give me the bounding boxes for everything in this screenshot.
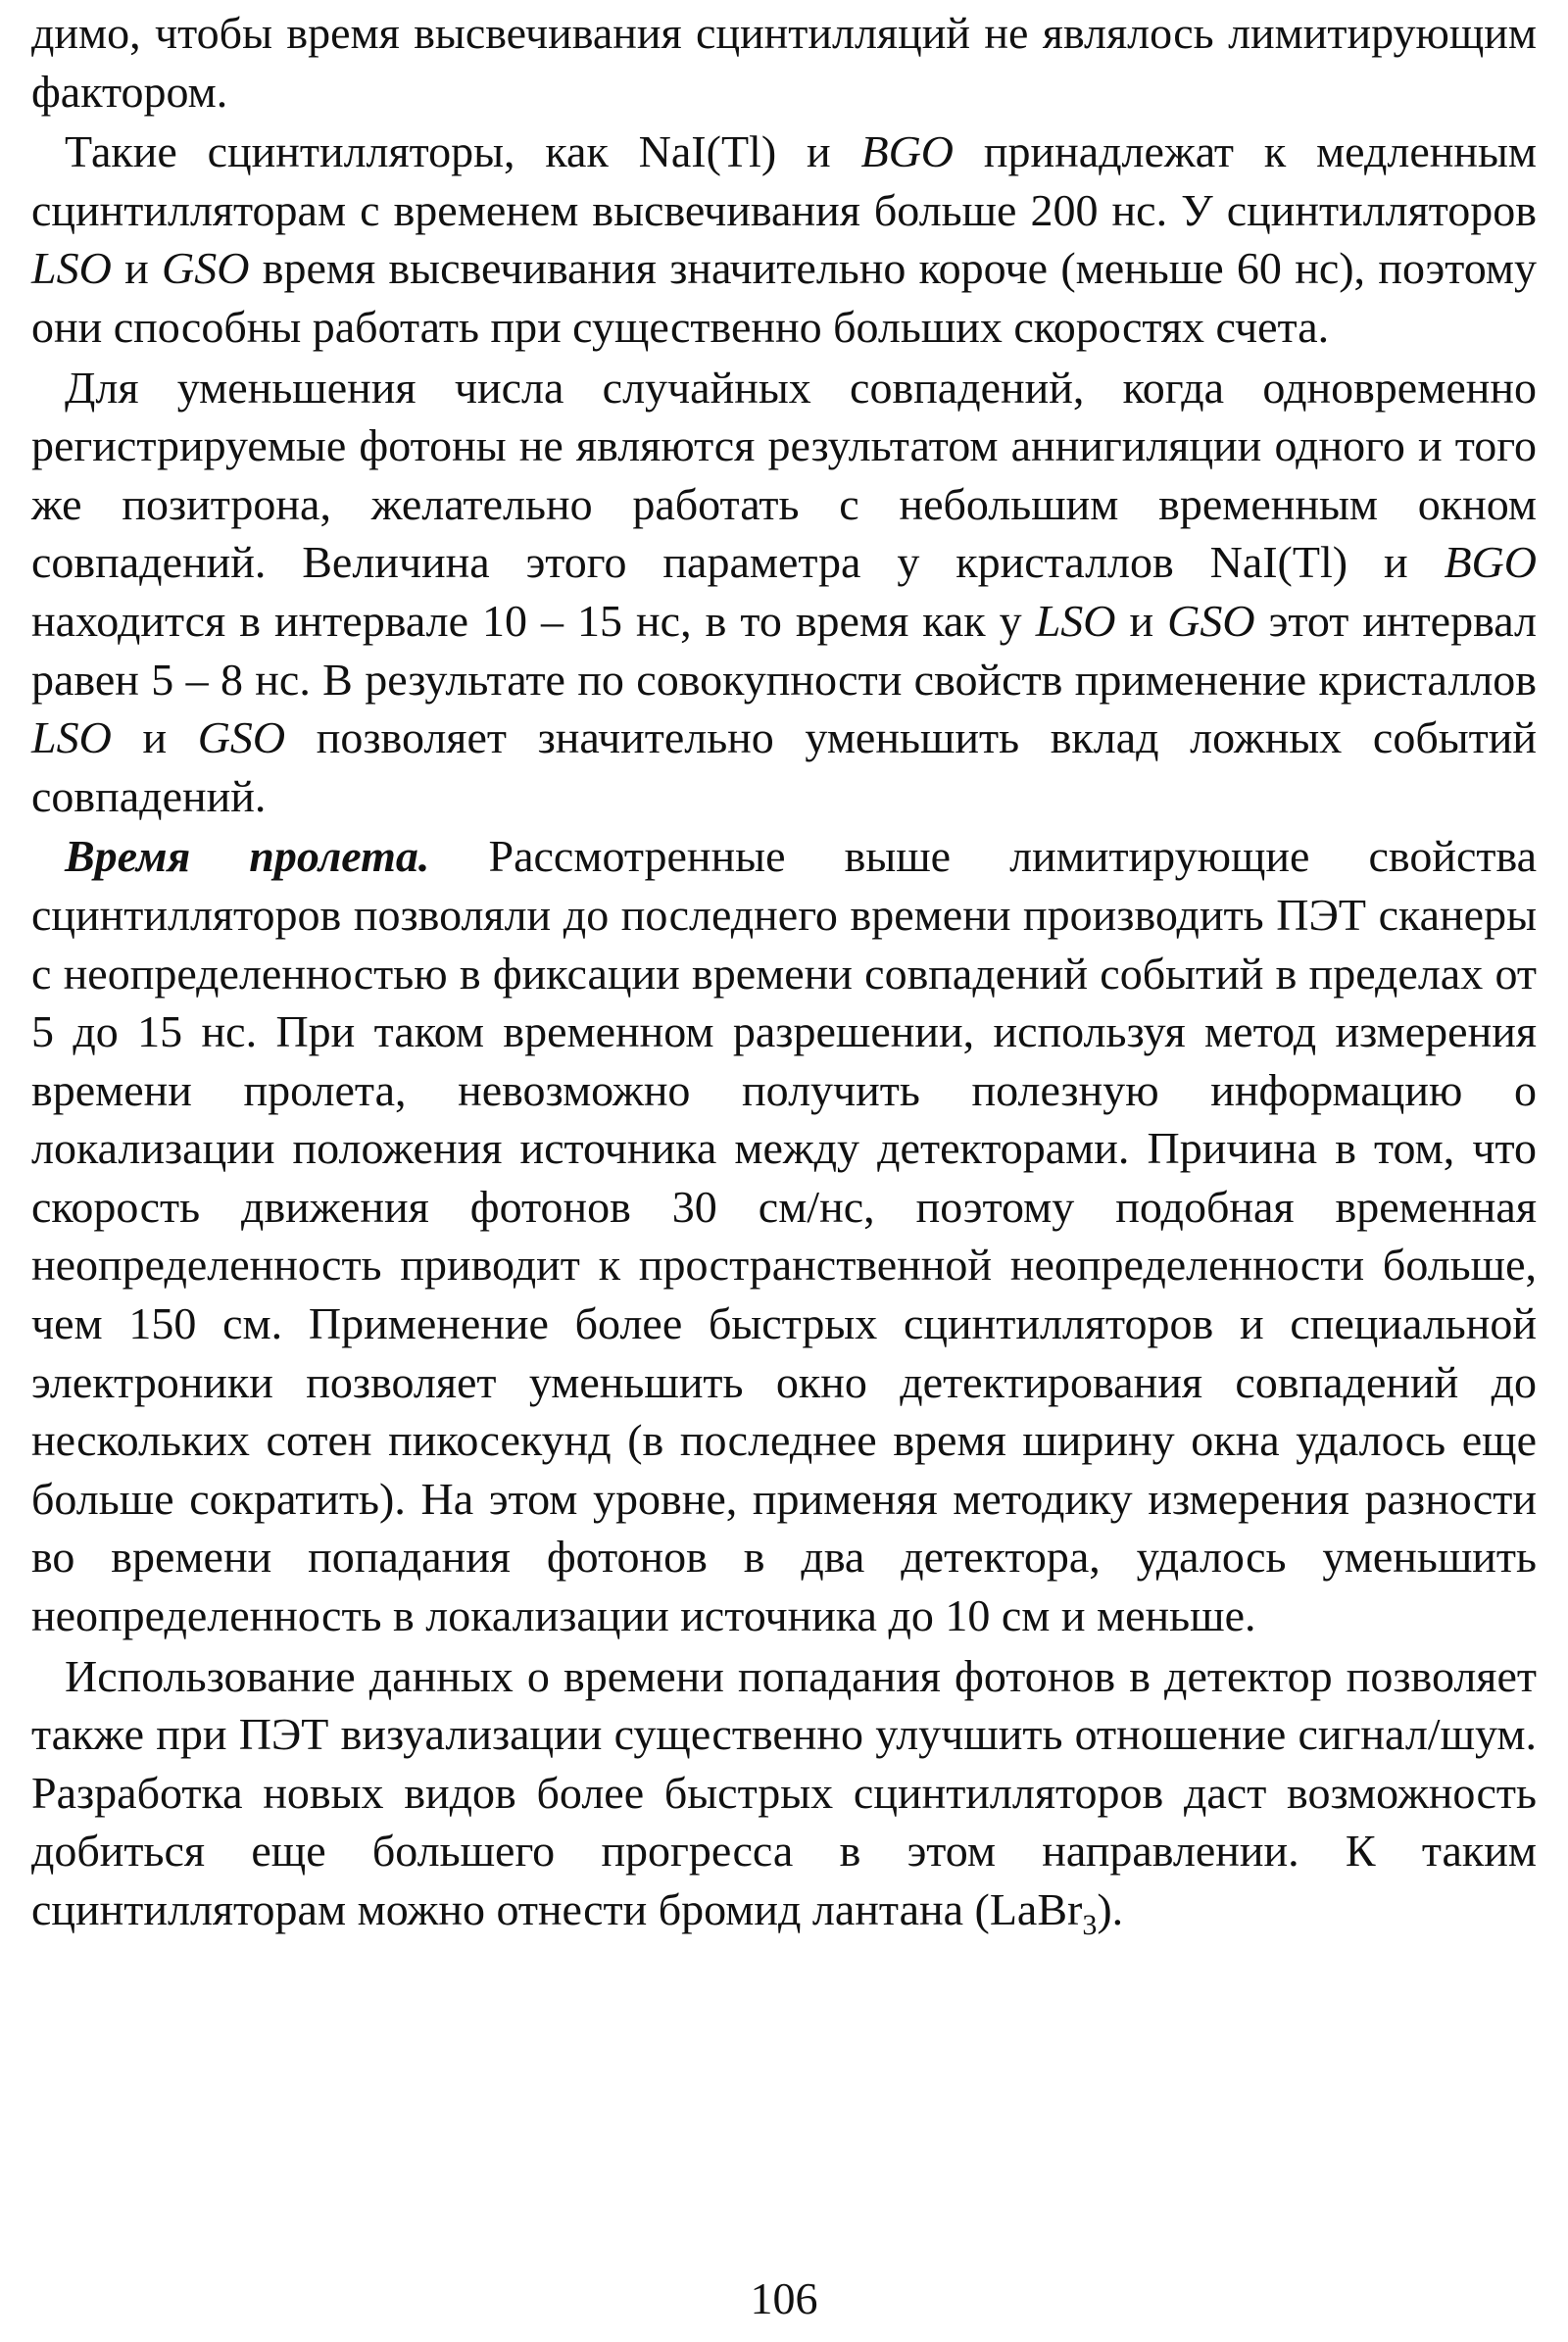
term-lso: LSO: [1035, 595, 1116, 646]
term-bgo: BGO: [1444, 537, 1537, 588]
term-lso: LSO: [31, 243, 112, 294]
text-run: позволяет значительно уменьшить вклад ложных событий совпадений.: [31, 712, 1537, 821]
term-gso: GSO: [162, 243, 250, 294]
text-run: Рассмотренные выше лимитирующие свойства сцинтилляторов позволяли до последнего времени производить ПЭТ сканеры с неопределенностью в фиксации времени совпадений событий в пределах от 5 до 15 нс. При таком временном разрешении, используя метод измерения времени пролета, невозможно получить полезную информацию о локализации положения источника между детекторами. Причина в том, что скорость движения фотонов 30 см/нс, поэтому подобная временная неопределенность приводит к пространственной неопределенности больше, чем 150 см. Применение более быстрых сцинтилляторов и специальной электроники позволяет уменьшить окно детектирования совпадений до нескольких сотен пикосекунд (в последнее время ширину окна удалось еще больше сократить). На этом уровне, применяя методику измерения разности во времени попадания фотонов в два детектора, удалось уменьшить неопределенность в локализации источника до 10 см и меньше.: [31, 831, 1537, 1641]
text-run: ).: [1097, 1884, 1124, 1934]
term-bgo: BGO: [860, 126, 955, 177]
term-gso: GSO: [1167, 595, 1255, 646]
text-run: и: [1115, 595, 1168, 646]
paragraph-coincidence-window: [31, 359, 1537, 826]
paragraph-slow-scintillators: [31, 122, 1537, 356]
paragraph-continuation: [31, 4, 1537, 121]
paragraph-signal-noise: [31, 1647, 1537, 1942]
text-run: димо, чтобы время высвечивания сцинтилляций не являлось лимитирующим фактором.: [31, 8, 1537, 117]
term-lso: LSO: [31, 712, 112, 763]
text-run: этот интервал равен 5 – 8 нс. В результате по совокупности свойств применение кристаллов: [31, 595, 1537, 705]
text-run: Такие сцинтилляторы, как NaI(Tl) и: [65, 126, 861, 177]
text-run: и: [111, 243, 163, 294]
text-run: Для уменьшения числа случайных совпадений, когда одновременно регистрируемые фотоны не являются результатом аннигиляции одного и того же позитрона, желательно работать с небольшим временным окном совпадений. Величина этого параметра у кристаллов NaI(Tl) и: [31, 362, 1537, 588]
page-number: 106: [750, 2273, 818, 2323]
run-in-heading: Время пролета.: [65, 831, 430, 882]
term-gso: GSO: [197, 712, 286, 763]
text-run: находится в интервале 10 – 15 нс, в то время как у: [31, 595, 1036, 646]
paragraph-time-of-flight: [31, 827, 1537, 1644]
text-run: время высвечивания значительно короче (меньше 60 нс), поэтому они способны работать при существенно больших скоростях счета.: [31, 243, 1537, 352]
text-run: Использование данных о времени попадания фотонов в детектор позволяет также при ПЭТ визуализации существенно улучшить отношение сигнал/шум. Разработка новых видов более быстрых сцинтилляторов даст возможность добиться еще большего прогресса в этом направлении. К таким сцинтилляторам можно отнести бромид лантана (LaBr: [31, 1650, 1537, 1934]
subscript-3: 3: [1082, 1909, 1098, 1942]
text-run: и: [111, 712, 198, 763]
text-run: принадлежат к медленным сцинтилляторам с временем высвечивания больше 200 нс. У сцинтилляторов: [31, 126, 1538, 235]
page-body: [31, 4, 1538, 1942]
